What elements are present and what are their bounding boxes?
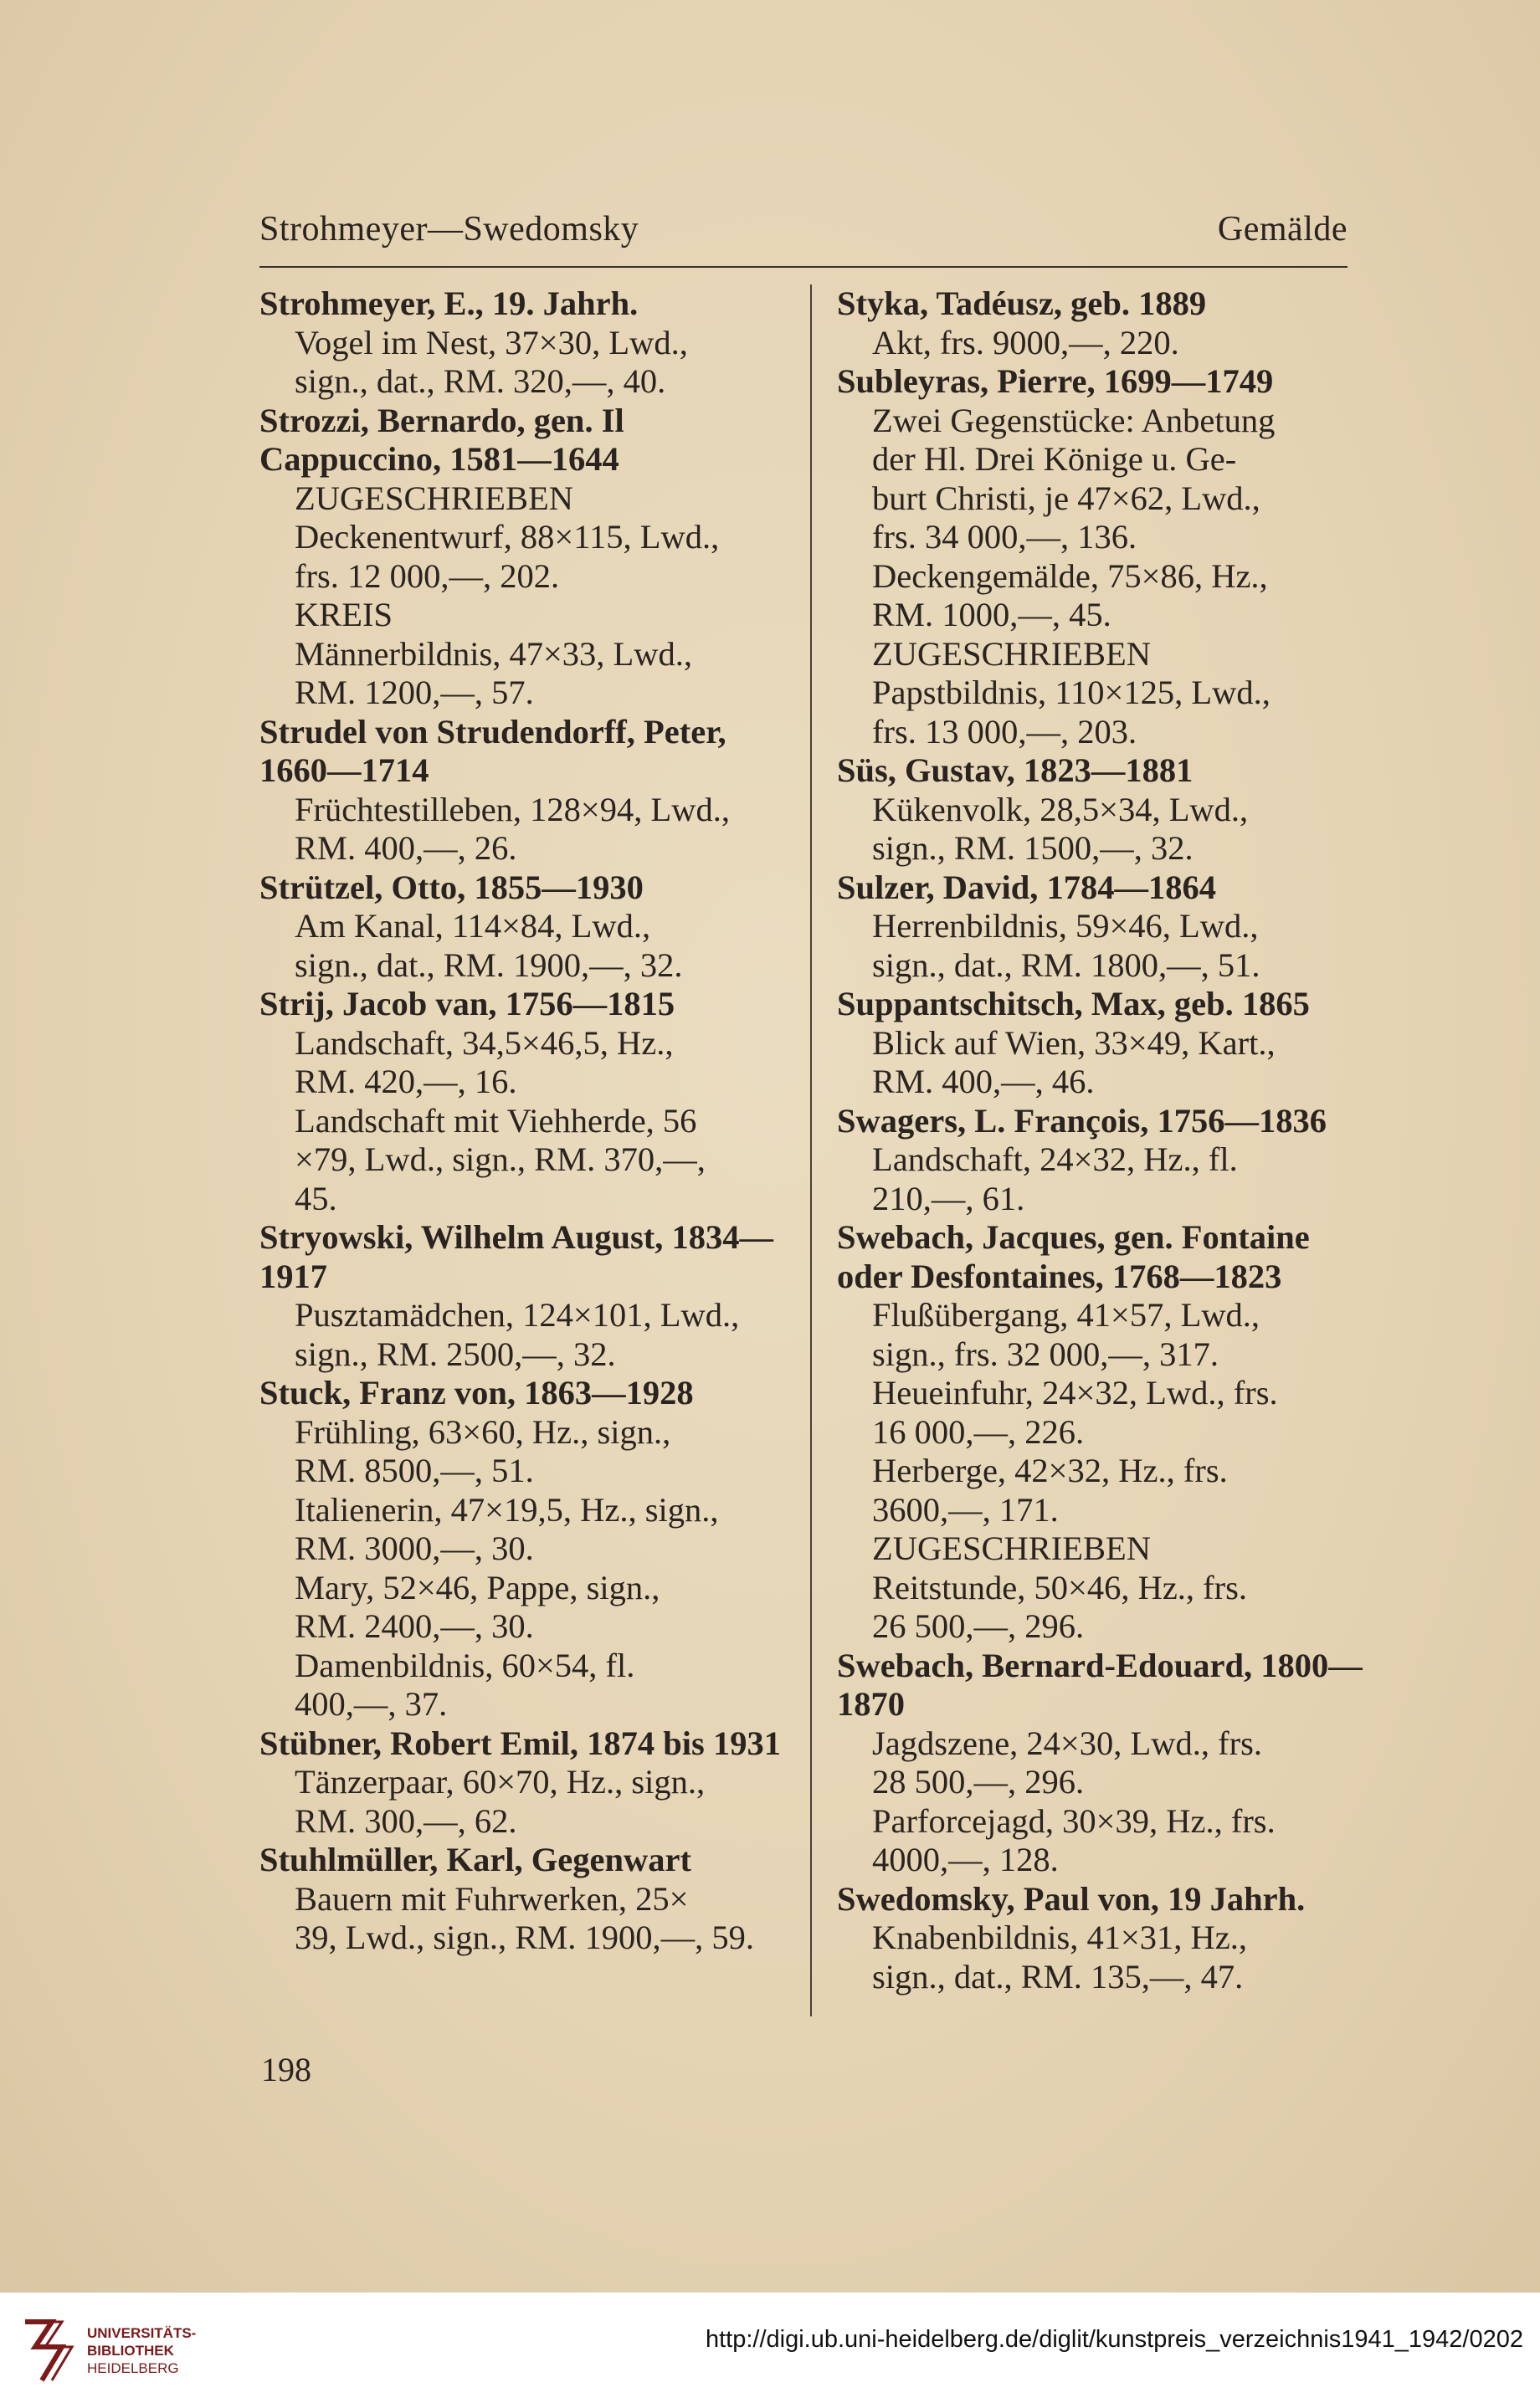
artist-name: Stübner, Robert Emil, 1874 bis 1931 <box>259 1724 781 1762</box>
artwork-line: Herrenbildnis, 59×46, Lwd., <box>872 907 1259 945</box>
artist-name: Styka, Tadéusz, geb. 1889 <box>837 284 1207 322</box>
artist-name: Strohmeyer, E., 19. Jahrh. <box>259 284 639 322</box>
catalog-entry <box>837 1218 1373 1647</box>
artwork-line: sign., dat., RM. 1900,—, 32. <box>295 945 683 984</box>
catalog-entry <box>837 1102 1373 1219</box>
catalog-entry <box>259 868 795 986</box>
artwork-line: Männerbildnis, 47×33, Lwd., <box>295 634 693 673</box>
artist-name: Stuhlmüller, Karl, Gegenwart <box>259 1841 691 1878</box>
artwork-line: 400,—, 37. <box>295 1685 448 1723</box>
artist-name: Swebach, Jacques, gen. Fontaine oder Desfontaines, 1768—1823 <box>837 1218 1310 1295</box>
artwork-line: Heueinfuhr, 24×32, Lwd., frs. <box>872 1374 1278 1411</box>
artwork-line: Deckenentwurf, 88×115, Lwd., <box>295 518 720 556</box>
artwork-line: Deckengemälde, 75×86, Hz., <box>872 556 1268 595</box>
artwork-line: Tänzerpaar, 60×70, Hz., sign., <box>295 1763 706 1801</box>
library-logo-icon <box>18 2313 77 2389</box>
artwork-line: ZUGESCHRIEBEN <box>872 1529 1151 1567</box>
artwork-line: sign., RM. 2500,—, 32. <box>295 1335 616 1373</box>
artwork-line: Parforcejagd, 30×39, Hz., frs. <box>872 1801 1276 1840</box>
artist-name: Strij, Jacob van, 1756—1815 <box>259 985 675 1022</box>
artwork-line: Landschaft, 34,5×46,5, Hz., <box>295 1023 674 1062</box>
artist-name: Swedomsky, Paul von, 19 Jahrh. <box>837 1879 1306 1918</box>
artwork-line: sign., dat., RM. 135,—, 47. <box>872 1957 1244 1996</box>
artwork-line: 28 500,—, 296. <box>872 1763 1085 1801</box>
catalog-entry <box>259 1374 795 1724</box>
artwork-line: der Hl. Drei Könige u. Ge- <box>872 440 1237 478</box>
artwork-line: 26 500,—, 296. <box>872 1607 1085 1645</box>
catalog-entry <box>259 713 795 868</box>
artwork-line: Reitstunde, 50×46, Hz., frs. <box>872 1568 1248 1606</box>
library-logo-text <box>87 2324 196 2377</box>
artwork-line: burt Christi, je 47×62, Lwd., <box>872 479 1260 517</box>
artwork-line: RM. 300,—, 62. <box>295 1801 517 1840</box>
artwork-line: Kükenvolk, 28,5×34, Lwd., <box>872 790 1249 828</box>
artwork-line: Blick auf Wien, 33×49, Kart., <box>872 1023 1276 1062</box>
artwork-line: Akt, frs. 9000,—, 220. <box>872 323 1179 361</box>
artwork-line: 39, Lwd., sign., RM. 1900,—, 59. <box>295 1919 755 1956</box>
artist-name: Sulzer, David, 1784—1864 <box>837 868 1217 906</box>
catalog-entry <box>837 751 1373 868</box>
artwork-line: RM. 1000,—, 45. <box>872 596 1111 633</box>
artwork-line: 210,—, 61. <box>872 1179 1025 1217</box>
artwork-line: RM. 1200,—, 57. <box>295 674 534 711</box>
artwork-line: 16 000,—, 226. <box>872 1412 1085 1451</box>
artist-name: Süs, Gustav, 1823—1881 <box>837 751 1194 789</box>
catalog-entry <box>837 1647 1373 1880</box>
artwork-line: Damenbildnis, 60×54, fl. <box>295 1646 635 1684</box>
artwork-line: Mary, 52×46, Pappe, sign., <box>295 1568 660 1606</box>
artist-name: Stryowski, Wilhelm August, 1834—1917 <box>259 1218 773 1295</box>
artwork-line: sign., dat., RM. 320,—, 40. <box>295 362 666 400</box>
column-divider <box>810 284 812 2016</box>
catalog-entry <box>837 284 1373 362</box>
artwork-line: Vogel im Nest, 37×30, Lwd., <box>295 323 688 361</box>
header-title: Strohmeyer—Swedomsky <box>259 210 639 248</box>
artwork-line: sign., RM. 1500,—, 32. <box>872 829 1194 867</box>
artist-name: Subleyras, Pierre, 1699—1749 <box>837 362 1274 400</box>
artwork-line: KREIS <box>295 596 393 633</box>
artwork-line: frs. 34 000,—, 136. <box>872 518 1137 556</box>
artwork-line: frs. 13 000,—, 203. <box>872 712 1137 751</box>
artwork-line: Landschaft mit Viehherde, 56 <box>295 1101 697 1140</box>
catalog-entry <box>259 985 795 1218</box>
catalog-entry <box>837 1880 1373 1997</box>
artwork-line: Früchtestilleben, 128×94, Lwd., <box>295 790 731 828</box>
artwork-line: Frühling, 63×60, Hz., sign., <box>295 1412 671 1451</box>
artwork-line: sign., dat., RM. 1800,—, 51. <box>872 945 1260 984</box>
artwork-line: ZUGESCHRIEBEN <box>295 479 573 517</box>
artwork-line: RM. 420,—, 16. <box>295 1063 517 1100</box>
artwork-line: Knabenbildnis, 41×31, Hz., <box>872 1919 1248 1956</box>
artwork-line: RM. 400,—, 46. <box>872 1063 1095 1100</box>
artwork-line: 4000,—, 128. <box>872 1841 1059 1878</box>
header-rule <box>259 266 1348 268</box>
right-column <box>837 284 1373 1996</box>
catalog-entry <box>259 1724 795 1842</box>
artist-name: Stuck, Franz von, 1863—1928 <box>259 1374 694 1411</box>
catalog-entry <box>259 1841 795 1958</box>
catalog-entry <box>837 868 1373 986</box>
artwork-line: frs. 12 000,—, 202. <box>295 556 560 595</box>
artwork-line: RM. 8500,—, 51. <box>295 1452 534 1489</box>
artwork-line: Herberge, 42×32, Hz., frs. <box>872 1452 1228 1489</box>
catalog-entry <box>259 284 795 402</box>
artwork-line: ×79, Lwd., sign., RM. 370,—, <box>295 1140 706 1178</box>
artwork-line: Am Kanal, 114×84, Lwd., <box>295 907 651 945</box>
logo-line-2: BIBLIOTHEK <box>87 2343 174 2359</box>
artist-name: Strützel, Otto, 1855—1930 <box>259 868 644 906</box>
logo-line-1: UNIVERSITÄTS- <box>87 2325 197 2341</box>
footer-bar <box>0 2293 1540 2408</box>
artist-name: Swagers, L. François, 1756—1836 <box>837 1101 1327 1140</box>
artist-name: Strozzi, Bernardo, gen. Il Cappuccino, 1581—1644 <box>259 401 624 478</box>
artwork-line: RM. 400,—, 26. <box>295 829 517 867</box>
artwork-line: Jagdszene, 24×30, Lwd., frs. <box>872 1724 1262 1762</box>
artwork-line: Italienerin, 47×19,5, Hz., sign., <box>295 1490 719 1529</box>
header-section: Gemälde <box>1217 210 1348 248</box>
artwork-line: RM. 2400,—, 30. <box>295 1607 534 1645</box>
artwork-line: 45. <box>295 1179 337 1217</box>
running-header <box>259 209 1348 259</box>
logo-line-3: HEIDELBERG <box>87 2360 179 2376</box>
left-column <box>259 284 795 1958</box>
catalog-entry <box>837 985 1373 1102</box>
artwork-line: Landschaft, 24×32, Hz., fl. <box>872 1140 1238 1178</box>
page-number: 198 <box>261 2051 311 2088</box>
artwork-line: 3600,—, 171. <box>872 1490 1059 1529</box>
catalog-entry <box>837 362 1373 751</box>
artwork-line: Pusztamädchen, 124×101, Lwd., <box>295 1296 740 1334</box>
catalog-entry <box>259 402 795 713</box>
artist-name: Strudel von Strudendorff, Peter, 1660—1714 <box>259 712 726 789</box>
source-url[interactable]: http://digi.ub.uni-heidelberg.de/diglit/kunstpreis_verzeichnis1941_1942/0202 <box>705 2326 1523 2353</box>
artwork-line: Bauern mit Fuhrwerken, 25× <box>295 1879 689 1918</box>
artwork-line: sign., frs. 32 000,—, 317. <box>872 1335 1219 1373</box>
artwork-line: Papstbildnis, 110×125, Lwd., <box>872 674 1270 711</box>
artist-name: Suppantschitsch, Max, geb. 1865 <box>837 985 1310 1022</box>
artwork-line: Flußübergang, 41×57, Lwd., <box>872 1296 1260 1334</box>
artwork-line: RM. 3000,—, 30. <box>295 1529 534 1567</box>
catalog-entry <box>259 1218 795 1374</box>
artist-name: Swebach, Bernard-Edouard, 1800—1870 <box>837 1646 1363 1723</box>
artwork-line: Zwei Gegenstücke: Anbetung <box>872 401 1276 439</box>
artwork-line: ZUGESCHRIEBEN <box>872 634 1151 673</box>
